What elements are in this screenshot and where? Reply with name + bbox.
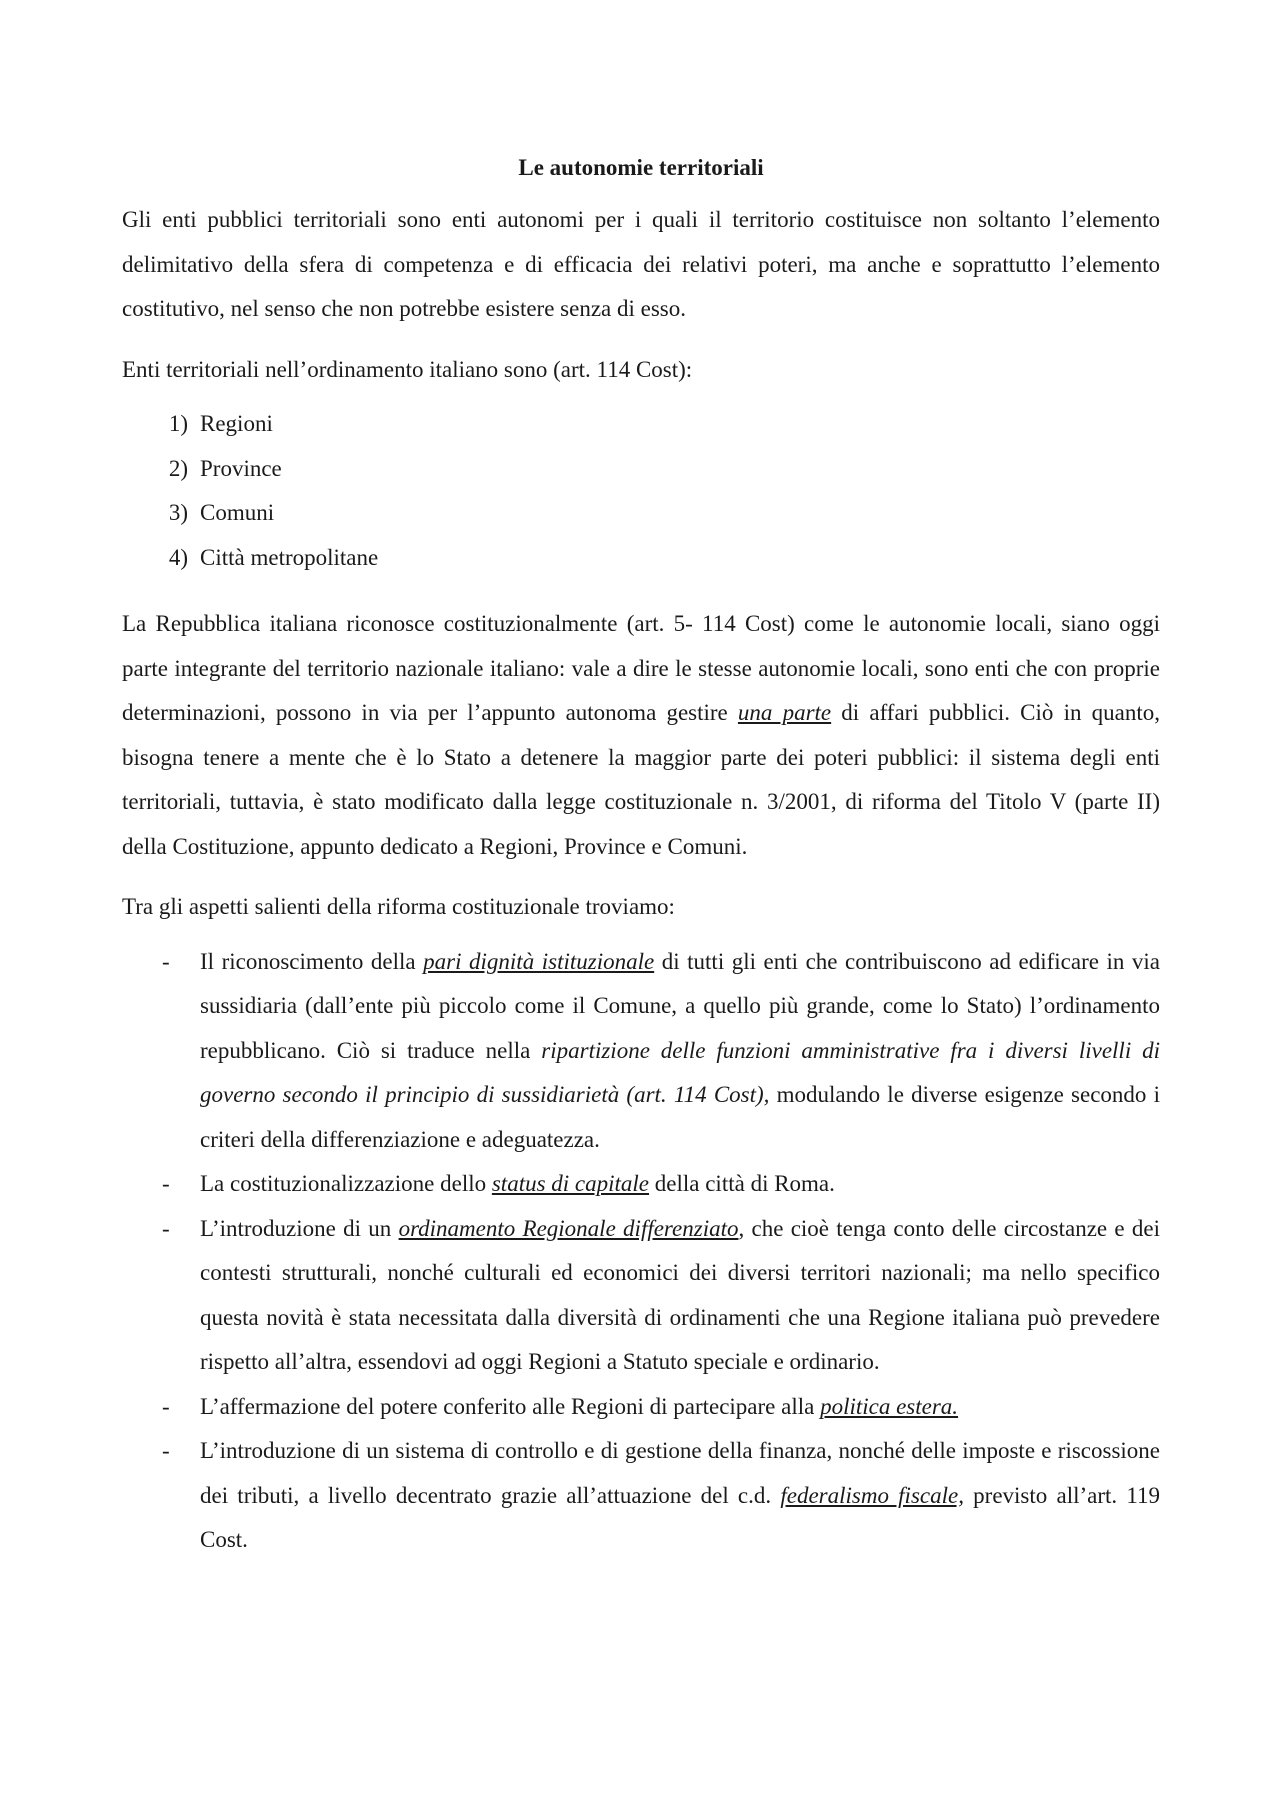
list-item-number: 1) [168, 411, 188, 436]
list-item [122, 491, 1160, 536]
text-run: L’introduzione di un sistema di controllo e di gestione della finanza, nonché delle imposte e riscossione dei tributi, a livello decentrato grazie all’attuazione del c.d. [200, 1438, 1160, 1508]
bullet-dash: - [162, 948, 170, 974]
emphasis-text: ordinamento Regionale differenziato [398, 1215, 739, 1241]
intro-paragraph: Gli enti pubblici territoriali sono enti autonomi per i quali il territorio costituisce non soltanto l’elemento delimitativo della sfera di competenza e di efficacia dei relativi poteri, ma anche e soprattutto l’elemento costitutivo, nel senso che non potrebbe esistere senza di esso. [122, 207, 1160, 321]
text-run: modulando le diverse esigenze secondo i criteri della differenziazione e adeguatezza. [200, 1082, 1160, 1152]
text-run: La costituzionalizzazione dello [200, 1171, 492, 1196]
emphasis-text: una parte [737, 700, 832, 725]
enti-intro-paragraph: Enti territoriali nell’ordinamento italiano sono (art. 114 Cost): [122, 356, 693, 382]
bullet-dash: - [162, 1215, 170, 1241]
bullet-item [122, 1162, 1160, 1207]
text-run: , che cioè tenga conto delle circostanze e dei contesti strutturali, nonché culturali ed economici dei diversi territori nazionali; ma nello specifico questa novità è stata necessitata dalla diversità di ordinamenti che una Regione italiana può prevedere rispetto all’altra, essendovi ad oggi Regioni a Statuto speciale e ordinario. [200, 1215, 1161, 1374]
emphasis-text: pari dignità istituzionale [423, 948, 655, 974]
list-item-number: 2) [168, 455, 188, 481]
bullet-item [122, 940, 1160, 1163]
list-item-number: 3) [168, 500, 188, 525]
text-run: di tutti gli enti che contribuiscono ad edificare in via sussidiaria (dall’ente più piccolo come il Comune, a quello più grande, come lo Stato) l’ordinamento repubblicano. Ciò si traduce nella [200, 948, 1160, 1063]
emphasis-text: federalismo fiscale, [780, 1482, 964, 1508]
list-item [122, 402, 1160, 447]
bullet-item [122, 1385, 1160, 1430]
bullet-dash: - [162, 1438, 170, 1463]
bullet-text [200, 1162, 1160, 1207]
list-item-label: Province [200, 455, 282, 481]
text-run: di affari pubblici. Ciò in quanto, bisogna tenere a mente che è lo Stato a detenere la maggior parte dei poteri pubblici: il sistema degli enti territoriali, tuttavia, è stato modificato dalla legge costituzionale n. 3/2001, di riforma del Titolo V (parte II) della Costituzione, appunto dedicato a Regioni, Province e Comuni. [122, 700, 1160, 859]
list-item-number: 4) [168, 544, 188, 570]
page-title: Le autonomie territoriali [518, 155, 764, 180]
text-run: L’affermazione del potere conferito alle Regioni di partecipare alla [200, 1393, 821, 1419]
emphasis-text: status di capitale [491, 1171, 650, 1196]
bullet-text [200, 1429, 1160, 1563]
repubblica-paragraph [122, 602, 1160, 869]
aspetti-list [122, 940, 1160, 1563]
document-page [122, 146, 1160, 1563]
list-item [122, 447, 1160, 492]
list-item [122, 536, 1160, 581]
list-item-label: Comuni [200, 500, 275, 525]
bullet-dash: - [162, 1171, 170, 1196]
bullet-text [200, 940, 1160, 1163]
enti-list [122, 402, 1160, 580]
list-item-label: Regioni [200, 411, 273, 436]
aspetti-intro-paragraph: Tra gli aspetti salienti della riforma costituzionale troviamo: [122, 894, 675, 919]
text-run: La Repubblica italiana riconosce costituzionalmente (art. 5- 114 Cost) come le autonomie locali, siano oggi parte integrante del territorio nazionale italiano: vale a dire le stesse autonomie locali, sono enti che con proprie determinazioni, possono in via per l’appunto autonoma gestire [122, 611, 1160, 725]
list-item-label: Città metropolitane [200, 544, 379, 570]
emphasis-text: politica estera. [820, 1393, 959, 1419]
bullet-text [200, 1207, 1160, 1385]
text-run: Il riconoscimento della [200, 948, 424, 974]
bullet-dash: - [162, 1393, 170, 1419]
text-run: della città di Roma. [649, 1171, 835, 1196]
italic-text: ripartizione delle funzioni amministrative fra i diversi livelli di governo secondo il principio di sussidiarietà (art. 114 Cost), [200, 1037, 1161, 1107]
bullet-text [200, 1385, 1160, 1430]
bullet-item [122, 1429, 1160, 1563]
text-run: L’introduzione di un [200, 1215, 399, 1241]
text-run: previsto all’art. 119 Cost. [200, 1482, 1161, 1552]
bullet-item [122, 1207, 1160, 1385]
